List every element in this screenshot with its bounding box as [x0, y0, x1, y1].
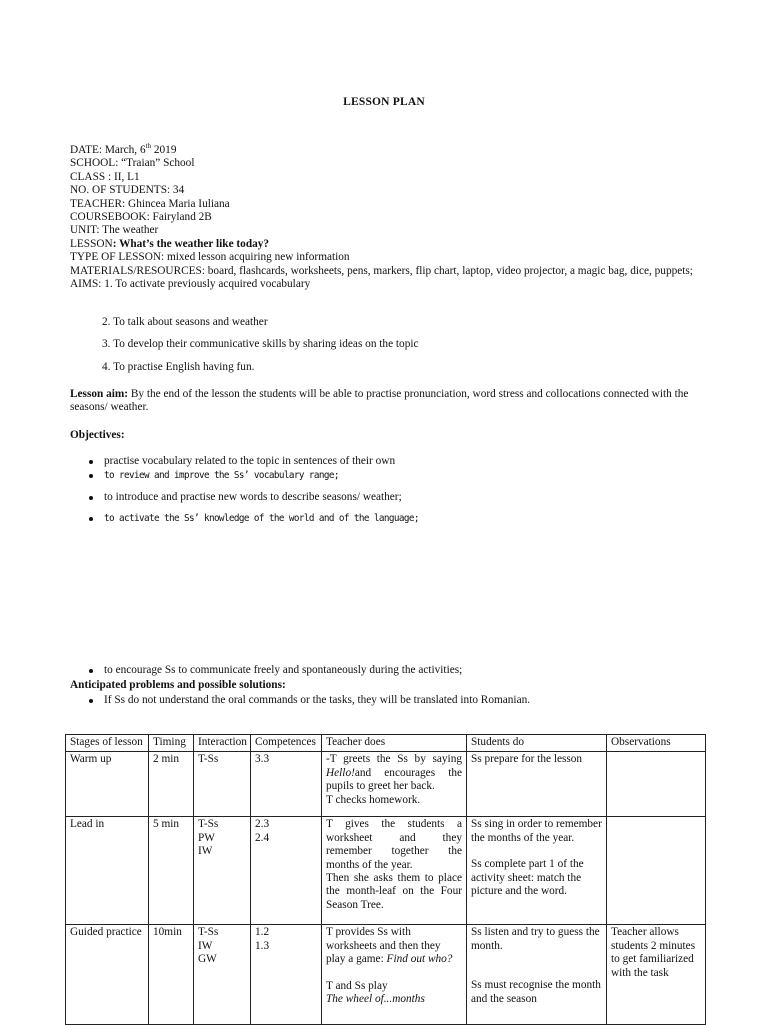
lesson-line: LESSON: What’s the weather like today?: [70, 237, 270, 250]
page-title: LESSON PLAN: [343, 96, 425, 108]
timing-cell: 10min: [149, 925, 194, 1025]
header-cell: Teacher does: [322, 735, 467, 752]
table-header-row: [66, 735, 706, 752]
date-line: DATE: March, 6th 2019: [70, 142, 177, 156]
list-item: to encourage Ss to communicate freely and spontaneously during the activities;: [86, 664, 462, 677]
school-line: SCHOOL: “Traian” School: [70, 157, 195, 170]
observations-cell: [607, 817, 706, 925]
list-item: to review and improve the Ss’ vocabulary range;: [86, 469, 419, 482]
students-do-cell: Ss prepare for the lesson: [467, 752, 607, 817]
anticipated-list: [86, 694, 530, 707]
aims-line-4: 4. To practise English having fun.: [102, 361, 255, 373]
observations-cell: [607, 752, 706, 817]
lesson-aim: Lesson aim: By the end of the lesson the students will be able to practise pronunciation, word stress and collocations connected with the seasons/ weather.: [70, 388, 689, 414]
coursebook-line: COURSEBOOK: Fairyland 2B: [70, 211, 212, 224]
type-line: TYPE OF LESSON: mixed lesson acquiring new information: [70, 251, 350, 264]
table-row: [66, 817, 706, 925]
header-cell: Interaction: [194, 735, 251, 752]
interaction-cell: T-Ss: [194, 752, 251, 817]
teacher-line: TEACHER: Ghincea Maria Iuliana: [70, 197, 230, 210]
objectives-list-continued: [86, 664, 462, 677]
list-item: to activate the Ss’ knowledge of the world and of the language;: [86, 512, 419, 525]
list-item: to introduce and practise new words to describe seasons/ weather;: [86, 491, 419, 504]
table-row: [66, 925, 706, 1025]
header-cell: Students do: [467, 735, 607, 752]
table-row: [66, 752, 706, 817]
interaction-cell: T-Ss IW GW: [194, 925, 251, 1025]
students-line: NO. OF STUDENTS: 34: [70, 184, 185, 197]
lesson-plan-table: [65, 734, 706, 1025]
competences-cell: 1.2 1.3: [251, 925, 322, 1025]
unit-line: UNIT: The weather: [70, 224, 159, 237]
header-cell: Observations: [607, 735, 706, 752]
aims-line-3: 3. To develop their communicative skills by sharing ideas on the topic: [102, 338, 419, 350]
teacher-does-cell: T gives the students a worksheet and they remember together the months of the year. Then she asks them to place the month-leaf on the Four Season Tree.: [322, 817, 467, 925]
stage-cell: Warm up: [66, 752, 149, 817]
teacher-does-cell: T provides Ss with worksheets and then they play a game: Find out who? T and Ss play The wheel of...months: [322, 925, 467, 1025]
header-cell: Timing: [149, 735, 194, 752]
objectives-title: Objectives:: [70, 429, 125, 441]
class-line: CLASS : II, L1: [70, 170, 140, 183]
list-item: practise vocabulary related to the topic in sentences of their own: [86, 455, 419, 468]
teacher-does-cell: -T greets the Ss by saying Hello!and encourages the pupils to greet her back. T checks homework.: [322, 752, 467, 817]
observations-cell: Teacher allows students 2 minutes to get familiarized with the task: [607, 925, 706, 1025]
students-do-cell: Ss listen and try to guess the month. Ss must recognise the month and the season: [467, 925, 607, 1025]
header-cell: Competences: [251, 735, 322, 752]
anticipated-problems-title: Anticipated problems and possible solutions:: [70, 679, 286, 691]
competences-cell: 2.3 2.4: [251, 817, 322, 925]
aims-line-2: 2. To talk about seasons and weather: [102, 316, 268, 328]
list-item: If Ss do not understand the oral commands or the tasks, they will be translated into Romanian.: [86, 694, 530, 707]
interaction-cell: T-Ss PW IW: [194, 817, 251, 925]
materials-line: MATERIALS/RESOURCES: board, flashcards, worksheets, pens, markers, flip chart, laptop, video projector, a magic bag, dice, puppets;: [70, 264, 693, 277]
header-cell: Stages of lesson: [66, 735, 149, 752]
timing-cell: 5 min: [149, 817, 194, 925]
stage-cell: Lead in: [66, 817, 149, 925]
objectives-list: [86, 455, 419, 526]
lesson-info: [70, 144, 710, 291]
students-do-cell: Ss sing in order to remember the months of the year. Ss complete part 1 of the activity sheet: match the picture and the word.: [467, 817, 607, 925]
timing-cell: 2 min: [149, 752, 194, 817]
aims-line-1: AIMS: 1. To activate previously acquired vocabulary: [70, 278, 311, 291]
competences-cell: 3.3: [251, 752, 322, 817]
stage-cell: Guided practice: [66, 925, 149, 1025]
